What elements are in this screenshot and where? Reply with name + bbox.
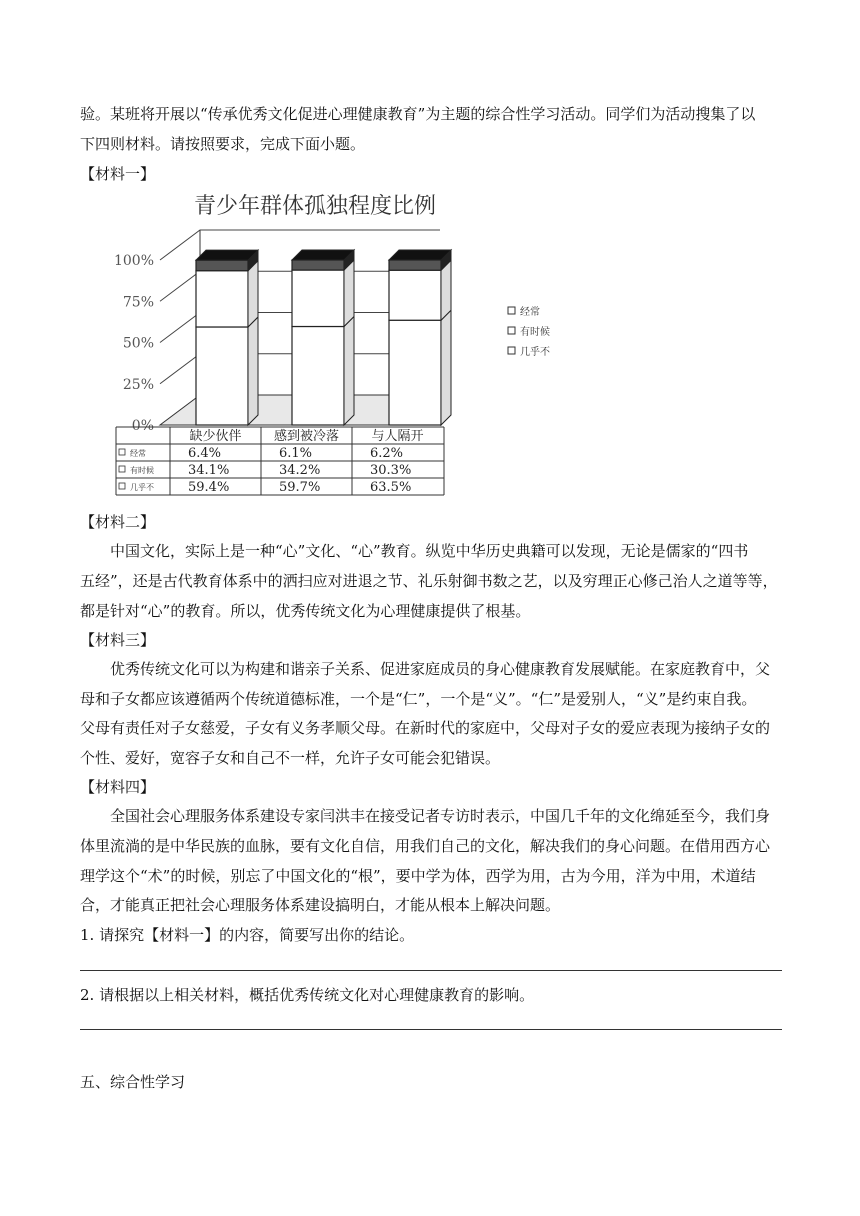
paragraph-line: 合，才能真正把社会心理服务体系建设搞明白，才能从根本上解决问题。 (80, 896, 561, 914)
chart-title: 青少年群体孤独程度比例 (193, 194, 437, 219)
bar-segment (389, 270, 441, 320)
table-value: 30.3% (370, 463, 412, 478)
bar-segment (196, 327, 248, 425)
bar-segment (196, 271, 248, 327)
y-tick-label: 0% (131, 418, 154, 434)
question-2: 2. 请根据以上相关材料，概括优秀传统文化对心理健康教育的影响。 (80, 986, 535, 1004)
table-value: 6.2% (370, 446, 404, 461)
question-1: 1. 请探究【材料一】的内容，简要写出你的结论。 (80, 926, 415, 944)
paragraph-line: 体里流淌的是中华民族的血脉，要有文化自信，用我们自己的文化，解决我们的身心问题。在借用西方心 (80, 837, 771, 855)
table-value: 6.4% (188, 446, 222, 461)
paragraph-line: 都是针对“心”的教育。所以，优秀传统文化为心理健康提供了根基。 (80, 602, 531, 620)
paragraph-line: 理学这个“术”的时候，别忘了中国文化的“根”，要中学为体，西学为用，古为今用，洋为中用，术道结 (80, 867, 756, 885)
y-tick-label: 100% (113, 253, 154, 269)
y-tick-label: 75% (122, 294, 154, 311)
paragraph-line: 中国文化，实际上是一种“心”文化、“心”教育。纵览中华历史典籍可以发现，无论是儒家的“四书 (110, 542, 749, 560)
bar-top (389, 250, 451, 260)
y-tick-label: 25% (122, 376, 154, 393)
paragraph-line: 母和子女都应该遵循两个传统道德标准，一个是“仁”，一个是“义”。“仁”是爱别人，“义”是约束自我。 (80, 690, 757, 708)
answer-line[interactable] (80, 1029, 782, 1030)
paragraph-line: 五经”，还是古代教育体系中的洒扫应对进退之节、礼乐射御书数之艺，以及穷理正心修己治人之道等等， (80, 572, 778, 590)
table-value: 6.1% (279, 446, 313, 461)
intro-line: 下四则材料。请按照要求，完成下面小题。 (80, 135, 366, 153)
bar-side (248, 261, 258, 327)
bar-side (441, 310, 451, 425)
table-value: 59.4% (188, 480, 230, 495)
legend-swatch (508, 347, 515, 354)
table-row-label: 有时候 (130, 466, 154, 475)
paragraph-line: 全国社会心理服务体系建设专家闫洪丰在接受记者专访时表示，中国几千年的文化绵延至今，我们身 (110, 807, 771, 825)
bar-side (344, 316, 354, 425)
table-value: 59.7% (279, 480, 321, 495)
table-value: 63.5% (370, 480, 412, 495)
table-row-label: 几乎不 (130, 483, 154, 492)
y-tick-label: 50% (122, 335, 154, 352)
bar-side (248, 317, 258, 425)
bar-top (196, 250, 258, 260)
bar-segment (389, 320, 441, 425)
table-header: 感到被冷落 (273, 429, 340, 444)
legend-swatch (119, 483, 125, 489)
material-heading: 【材料二】 (80, 513, 156, 531)
bar-top (292, 250, 354, 260)
legend-swatch (119, 466, 125, 472)
loneliness-chart (110, 190, 560, 500)
legend-swatch (508, 307, 515, 314)
paragraph-line: 父母有责任对子女慈爱，子女有义务孝顺父母。在新时代的家庭中，父母对子女的爱应表现为接纳子女的 (80, 719, 771, 737)
paragraph-line: 优秀传统文化可以为构建和谐亲子关系、促进家庭成员的身心健康教育发展赋能。在家庭教育中，父 (110, 660, 771, 678)
material-heading: 【材料四】 (80, 778, 156, 796)
table-header: 缺少伙伴 (189, 429, 242, 444)
bar-segment (292, 260, 344, 270)
legend-swatch (508, 327, 515, 334)
bar-segment (196, 260, 248, 271)
material-heading: 【材料三】 (80, 631, 156, 649)
bar-segment (292, 326, 344, 425)
paragraph-line: 个性、爱好，宽容子女和自己不一样，允许子女可能会犯错误。 (80, 749, 501, 767)
table-header: 与人隔开 (371, 429, 424, 444)
legend-swatch (119, 449, 125, 455)
intro-line: 验。某班将开展以“传承优秀文化促进心理健康教育”为主题的综合性学习活动。同学们为活动搜集了以 (80, 105, 756, 123)
table-value: 34.1% (188, 463, 230, 478)
answer-line[interactable] (80, 970, 782, 971)
table-value: 34.2% (279, 463, 321, 478)
bar-segment (389, 260, 441, 270)
material-heading: 【材料一】 (80, 165, 156, 183)
legend-label: 几乎不 (520, 347, 550, 358)
legend-label: 有时候 (520, 327, 550, 338)
table-row-label: 经常 (130, 449, 146, 458)
bar-segment (292, 270, 344, 326)
bar-side (344, 260, 354, 326)
section-heading: 五、综合性学习 (80, 1073, 186, 1091)
legend-label: 经常 (520, 307, 540, 318)
